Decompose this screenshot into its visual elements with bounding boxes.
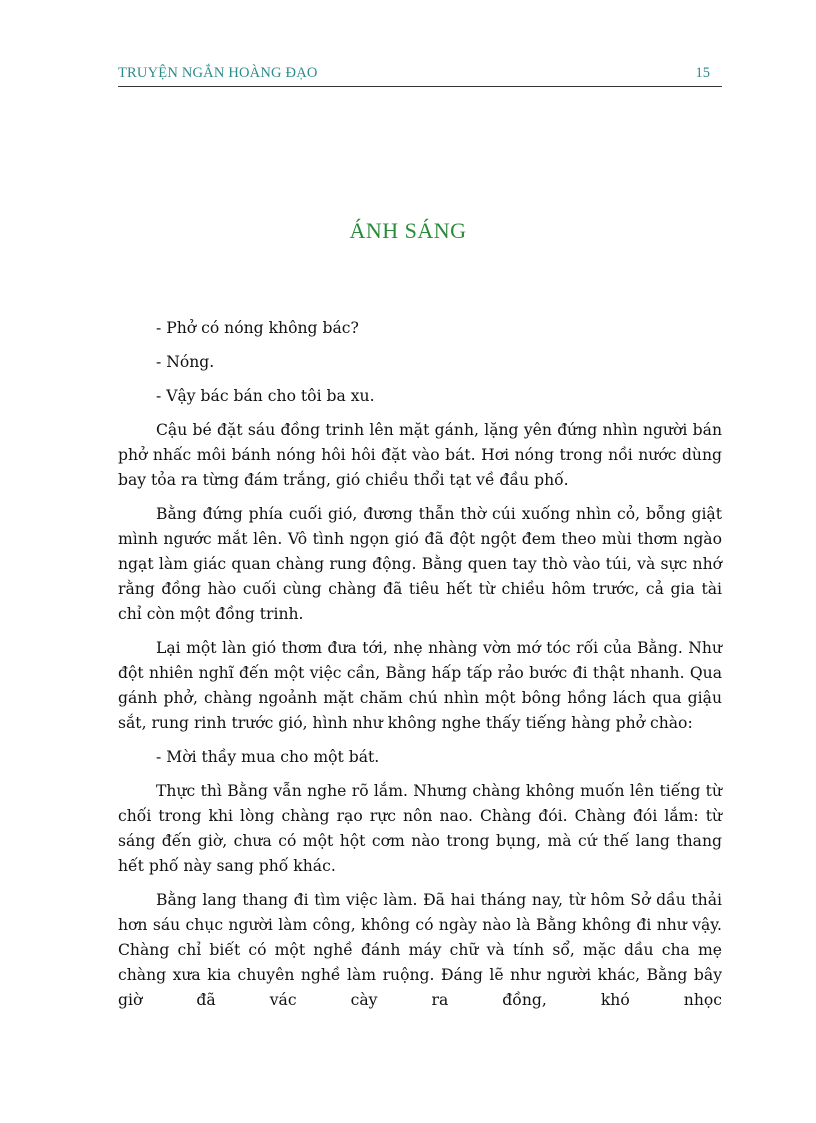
body-text <box>118 316 722 1022</box>
paragraph: Bằng lang thang đi tìm việc làm. Đã hai tháng nay, từ hôm Sở dầu thải hơn sáu chục người làm công, không có ngày nào là Bằng không đi như vậy. Chàng chỉ biết có một nghề đánh máy chữ và tính sổ, mặc dầu cha mẹ chàng xưa kia chuyên nghề làm ruộng. Đáng lẽ như người khác, Bằng bây giờ đã vác cày ra đồng, khó nhọc <box>118 891 722 1009</box>
paragraph: Bằng đứng phía cuối gió, đương thẫn thờ cúi xuống nhìn cỏ, bỗng giật mình ngước mắt lên. Vô tình ngọn gió đã đột ngột đem theo mùi thơm ngào ngạt làm giác quan chàng rung động. Bằng quen tay thò vào túi, và sực nhớ rằng đồng hào cuối cùng chàng đã tiêu hết từ chiều hôm trước, cả gia tài chỉ còn một đồng trinh. <box>118 505 722 623</box>
running-header <box>118 62 722 87</box>
paragraph: Thực thì Bằng vẫn nghe rõ lắm. Nhưng chàng không muốn lên tiếng từ chối trong khi lòng chàng rạo rực nôn nao. Chàng đói. Chàng đói lắm: từ sáng đến giờ, chưa có một hột cơm nào trong bụng, mà cứ thế lang thang hết phố này sang phố khác. <box>118 782 722 875</box>
paragraph: Cậu bé đặt sáu đồng trinh lên mặt gánh, lặng yên đứng nhìn người bán phở nhấc môi bánh nóng hôi hôi đặt vào bát. Hơi nóng trong nồi nước dùng bay tỏa ra từng đám trắng, gió chiều thổi tạt về đầu phố. <box>118 421 722 489</box>
paragraph: - Nóng. <box>156 353 215 371</box>
chapter-title: ÁNH SÁNG <box>349 218 467 243</box>
book-title: TRUYỆN NGẮN HOÀNG ĐẠO <box>118 65 318 81</box>
paragraph: Lại một làn gió thơm đưa tới, nhẹ nhàng vờn mớ tóc rối của Bằng. Như đột nhiên nghĩ đến một việc cần, Bằng hấp tấp rảo bước đi thật nhanh. Qua gánh phở, chàng ngoảnh mặt chăm chú nhìn một bông hồng lách qua giậu sắt, rung rinh trước gió, hình như không nghe thấy tiếng hàng phở chào: <box>118 639 722 732</box>
paragraph: - Phở có nóng không bác? <box>156 319 359 337</box>
page-number: 15 <box>695 65 710 81</box>
paragraph: - Vậy bác bán cho tôi ba xu. <box>156 387 375 405</box>
paragraph: - Mời thầy mua cho một bát. <box>156 748 380 766</box>
